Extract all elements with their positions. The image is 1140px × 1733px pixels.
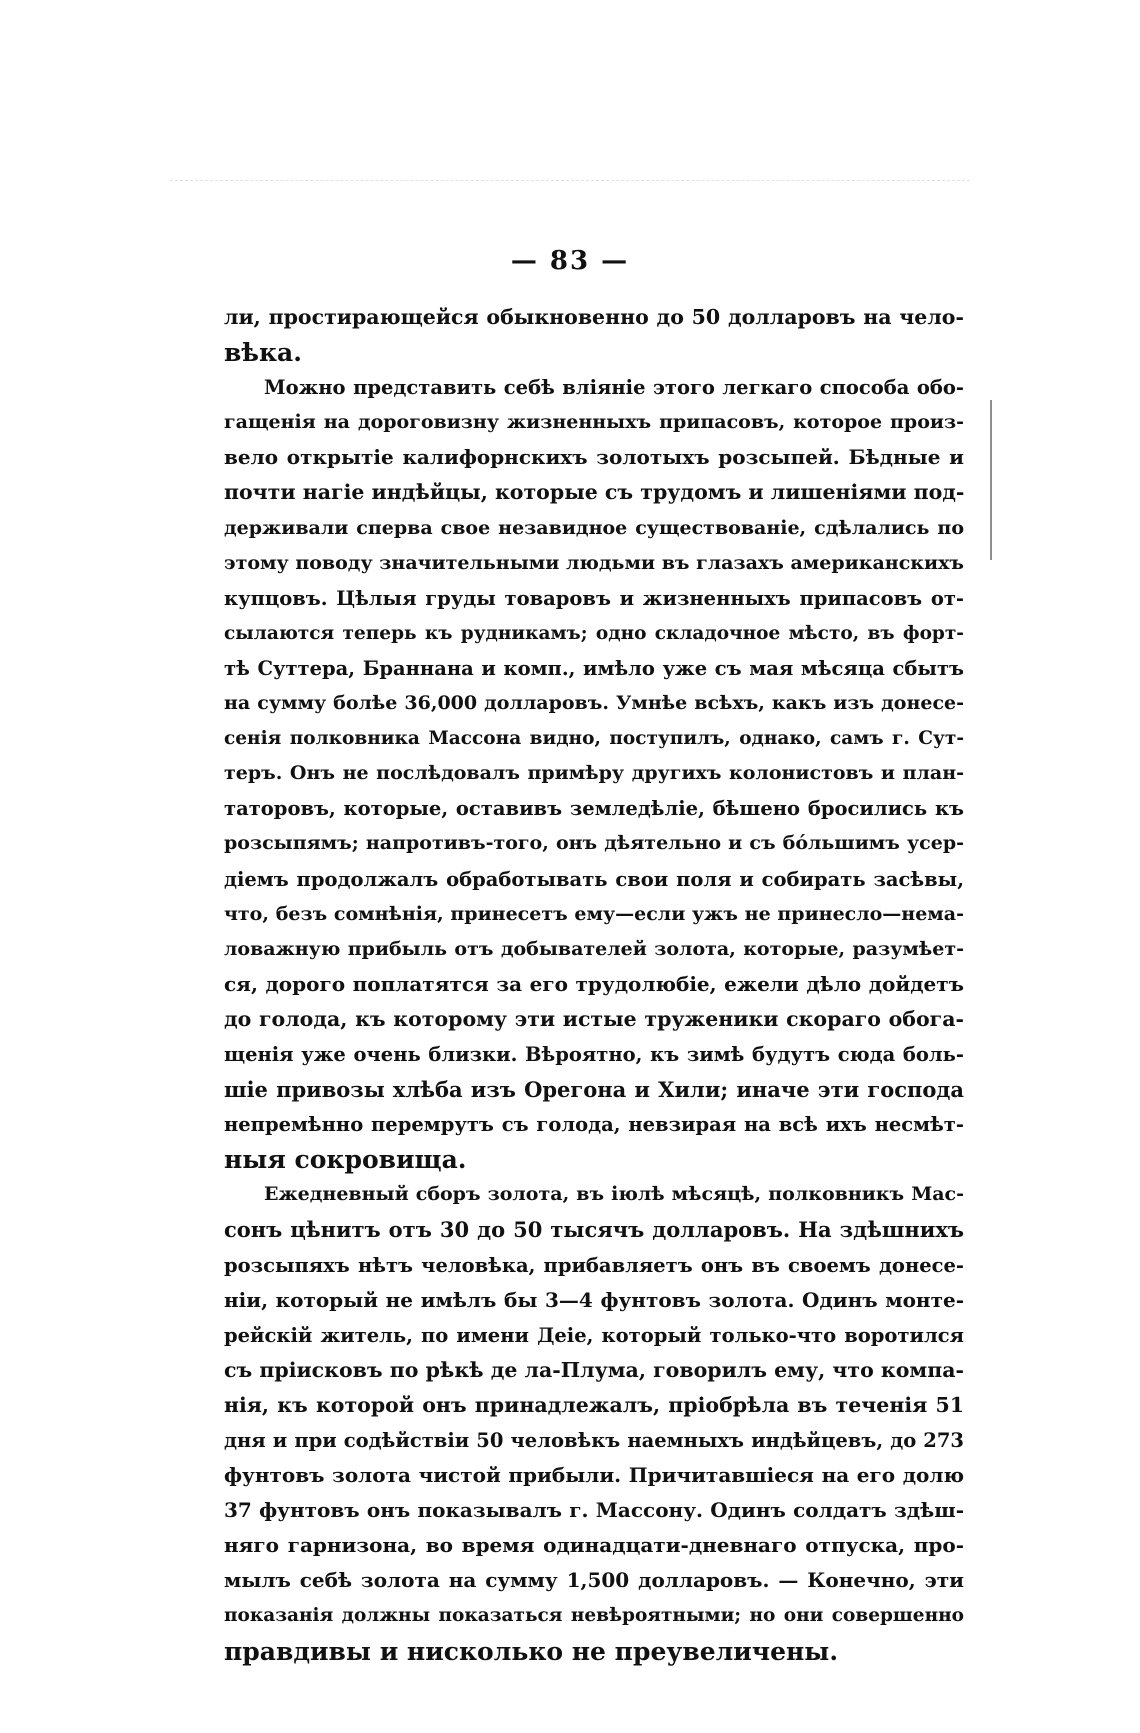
text-line: сенія полковника Массона видно, поступилъ, однако, самъ г. Сут- xyxy=(224,728,964,750)
text-line: почти нагіе индѣйцы, которые съ трудомъ и лишеніями под- xyxy=(224,480,965,505)
text-line: гащенія на дороговизну жизненныхъ припасовъ, которое произ- xyxy=(224,411,964,434)
text-line: розсыпямъ; напротивъ-того, онъ дѣятельно и съ бо́льшимъ усер- xyxy=(224,832,964,855)
text-line: держивали сперва свое незавидное существованіе, сдѣлались по xyxy=(224,516,964,539)
text-line: непремѣнно перемрутъ съ голода, невзирая на всѣ ихъ несмѣт- xyxy=(224,1113,964,1137)
text-line: розсыпяхъ нѣтъ человѣка, прибавляетъ онъ въ своемъ донесе- xyxy=(224,1253,964,1277)
text-line: Можно представить себѣ вліяніе этого легкаго способа обо- xyxy=(264,376,964,400)
text-line: ли, простирающейся обыкновенно до 50 долларовъ на чело- xyxy=(224,305,964,329)
text-line: мылъ себѣ золота на сумму 1,500 долларовъ. — Конечно, эти xyxy=(224,1568,964,1593)
text-line: правдивы и нисколько не преувеличены. xyxy=(224,1636,839,1666)
text-line: ловажную прибыль отъ добывателей золота, которые, разумѣет- xyxy=(224,937,964,960)
text-line: шіе привозы хлѣба изъ Орегона и Хили; иначе эти господа xyxy=(224,1077,964,1103)
text-line: тѣ Суттера, Браннана и комп., имѣло уже съ мая мѣсяца сбытъ xyxy=(224,656,964,680)
text-line: Ежедневный сборъ золота, въ іюлѣ мѣсяцѣ, полковникъ Мас- xyxy=(264,1183,964,1206)
text-line: вело открытіе калифорнскихъ золотыхъ розсыпей. Бѣдные и xyxy=(224,445,964,470)
text-line: дня и при содѣйствіи 50 человѣкъ наемныхъ индѣйцевъ, до 273 xyxy=(224,1429,964,1452)
text-line: купцовъ. Цѣлыя груды товаровъ и жизненныхъ припасовъ от- xyxy=(224,586,964,610)
text-line: щенія уже очень близки. Вѣроятно, къ зимѣ будутъ сюда боль- xyxy=(224,1042,964,1066)
text-line: теръ. Онъ не послѣдовалъ примѣру другихъ колонистовъ и план- xyxy=(224,762,964,785)
text-line: таторовъ, которые, оставивъ земледѣліе, бѣшено бросились къ xyxy=(224,797,964,821)
text-line: сонъ цѣнитъ отъ 30 до 50 тысячъ долларовъ. На здѣшнихъ xyxy=(224,1217,964,1243)
text-line: до голода, къ которому эти истые труженики скораго обога- xyxy=(224,1006,964,1031)
text-line: ся, дорого поплатятся за его трудолюбіе, ежели дѣло дойдетъ xyxy=(224,971,964,996)
text-line: рейскій житель, по имени Деіе, который только-что воротился xyxy=(224,1323,964,1347)
text-line: сылаются теперь къ рудникамъ; одно складочное мѣсто, въ форт- xyxy=(224,622,964,644)
page-number: — 83 — xyxy=(510,246,630,276)
text-line: фунтовъ золота чистой прибыли. Причитавшіеся на его долю xyxy=(224,1463,964,1488)
text-line: вѣка. xyxy=(224,338,302,368)
text-line: что, безъ сомнѣнія, принесетъ ему—если ужъ не принесло—нема- xyxy=(224,902,964,925)
text-line: ніи, который не имѣлъ бы 3—4 фунтовъ золота. Одинъ монте- xyxy=(224,1287,964,1312)
text-line: ныя сокровища. xyxy=(224,1145,467,1175)
text-line: нія, къ которой онъ принадлежалъ, пріобрѣла въ теченія 51 xyxy=(224,1392,964,1417)
scan-artifact xyxy=(170,180,970,183)
text-line: на сумму болѣе 36,000 долларовъ. Умнѣе всѣхъ, какъ изъ донесе- xyxy=(224,692,964,715)
margin-mark xyxy=(990,400,992,560)
body-text xyxy=(224,300,964,1669)
text-line: 37 фунтовъ онъ показывалъ г. Массону. Одинъ солдатъ здѣш- xyxy=(224,1498,964,1523)
text-line: съ пріисковъ по рѣкѣ де ла-Плума, говорилъ ему, что компа- xyxy=(224,1357,964,1382)
text-line: этому поводу значительными людьми въ глазахъ американскихъ xyxy=(224,551,964,574)
text-line: няго гарнизона, во время одинадцати-дневнаго отпуска, про- xyxy=(224,1533,964,1558)
text-line: показанія должны показаться невѣроятными; но они совершенно xyxy=(224,1605,964,1627)
text-line: діемъ продолжалъ обработывать свои поля и собирать засѣвы, xyxy=(224,867,964,891)
